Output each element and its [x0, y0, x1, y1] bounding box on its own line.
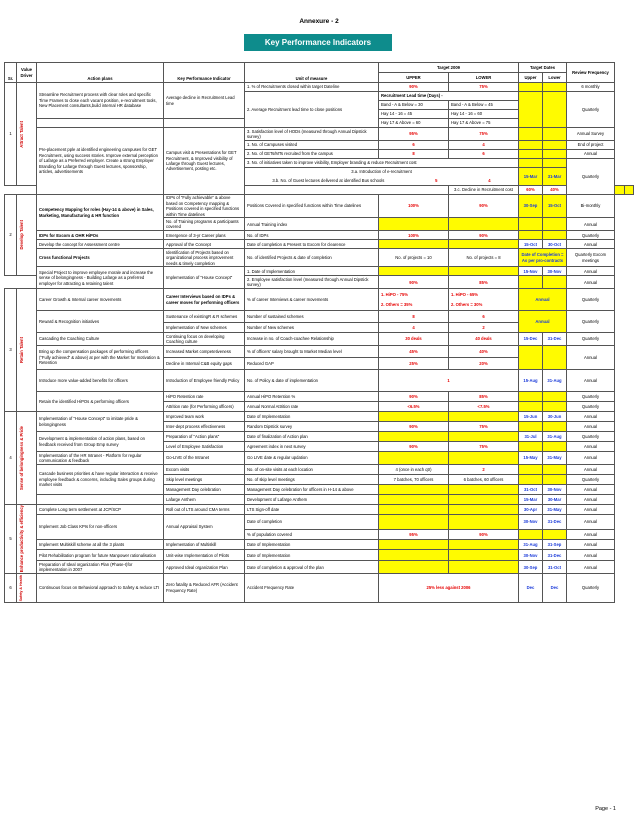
col-action: Action plans	[37, 63, 164, 83]
sr-1: 1	[5, 83, 17, 186]
table-row: 3.a. Introduction of e-recruitment 3.b. No. of Guest lectures delivered at identified Bus schools 5 4 15-Mar 31-Mar	[5, 167, 634, 185]
table-row: Pilot Rehabilitation program for future Manpower rationalisation Unit-wise Implementation of Pilots Date of Implementation 30-Nov 31-Dec Annual	[5, 550, 634, 561]
table-row: Reward & Recognition initiatives Sustenance of existingR & R schemes Number of sustained schemes 8 6 Annual Quarterly	[5, 311, 634, 323]
table-row: Cascading the Coaching Culture Continuing focus on developing Coaching culture Increase in no. of Coach-coachee Relationship 30 deals 40 deals 15-Dec 31-Dec Quarterly	[5, 333, 634, 346]
table-row: Decline in Internal C&B equity gaps Reduced GAP 25% 20%	[5, 358, 634, 370]
page-number: Page - 1	[595, 806, 616, 812]
table-row: % of population covered 95% 90% Annual	[5, 530, 634, 540]
table-row: 1 Attract Talent Streamline Recruitment process with clear roles and specific Time Frames to close each vacant position, e-recruitment tools, New Placement consultants,build internal HR database Average decline in Recruitment Lead time 1. % of Recruitments closed within target Dateline 90% 75% 6 monthly	[5, 83, 634, 92]
table-row: Hay 17 & Above = 60 Hay 17 & Above = 75	[5, 119, 634, 128]
table-row: Introduce more value-added benefits for officers Introduction of Employee friendly Policy No. of Policy & date of implementation 1 15-Aug 31-Aug Annual	[5, 370, 634, 392]
table-row: Cross functional Projects Identification of Projects based on organizational process improvement needs & timely completion No. of identified Projects & date of completion No. of projects = 10 No. of projects = 8 Date of Completion = As per pro-contracts Quarterly Excom meetings	[5, 249, 634, 267]
driver-productivity: Enhance productivity & efficiency	[17, 504, 37, 573]
table-row: 3. No. of initiatives taken to improve visibility, Employer branding & reduce Recruitment cost Quarterly	[5, 158, 634, 167]
table-row: Implementation of New schemes Number of New schemes 4 2	[5, 323, 634, 333]
annexure-label: Annexure - 2	[299, 18, 339, 25]
table-row: Level of Employee Satisfaction Agreement index in next survey 90% 75% Annual	[5, 442, 634, 452]
col-lower-date: Lower	[543, 73, 567, 83]
table-row: Cascade business priorities & have regular interaction & receive employee feedback & concerns, including Sales groups during market visits Excom visits No. of on-site visits at each location 4 (once in each qtr) 2 Annual	[5, 464, 634, 474]
table-row: 3.c. Decline in Recruitment cost 60% 40%	[5, 185, 634, 194]
kpi-table	[4, 62, 634, 603]
table-row: 3 Retain Talent Career Growth & Internal career movements Career Interviews based on IDPs & career moves for performing officers % of career Interviews & career movements 1. HiPO - 75% 2. Others = 35% 1. HiPO - 65% 2. Others = 30% Annual Quarterly	[5, 289, 634, 311]
table-row: Lafarge Anthem Development of Lafarge Anthem 15-Mar 30-Mar Annual	[5, 494, 634, 504]
table-row: 1. No. of Campuses visited 6 4 End of project	[5, 140, 634, 149]
table-row: 5 Enhance productivity & efficiency Complete Long term settlement at JCP/SCP Roll out of LTS around CMA terms LTS Sign-off date 30-Apr 31-May Annual	[5, 504, 634, 514]
table-row: 2. Employee satisfaction level (measured through Annual Dipstick survey) 90% 85% Annual	[5, 276, 634, 289]
table-row: Pre-placement pple at identified engineering campuses for GET Recruitment, using success stories. Improve external perception of Lafarge as a Preferred employer. Create a strong Employer Branding for Lafarge through Guest lectures, sponsorship, articles, advertisements Campus visit & Presentations for GET Recruitment, & Improved visibility of Lafarge through Guest lectures, Advertisement, posting etc. 3. Satisfaction level of HODs (measured through Annual Dipstick survey) 95% 75% Annual Survey	[5, 128, 634, 141]
col-target-dates: Target Dates	[519, 63, 567, 73]
table-row: 2 Develop Talent Competency Mapping for roles (Hay-14 & above) in Sales, Marketing, Manufacturing & HR function IDPs of "Fully achievable" & above based on Competency mapping & Positions covered in specified functions within Time datelines Positions Covered in specified functions within Time datelines 100% 90% 30-Sep 15-Oct Bi-monthly	[5, 194, 634, 218]
col-driver: Value Driver	[17, 63, 37, 83]
table-row: Implement Multiskill scheme at all the 3 plants Implementation of Multiskill Date of Implementation 31-Aug 31-Sep Annual	[5, 540, 634, 550]
col-review: Review Frequency	[567, 63, 615, 83]
table-row: Implementation of the HR Intranet - Platform for regular communication & feedback Go-LIVE of the Intranet Go LIVE date & regular updation 15-May 31-May Annual	[5, 452, 634, 465]
col-upper: UPPER	[379, 73, 449, 83]
table-row: 4 Sense of belongingness & Pride Implementation of "House Concept" to imitate pride & belongingness Improved team work Date of Implementation 15-Jun 30-Jun Annual	[5, 412, 634, 422]
table-row: No. of Training programs & participants covered Annual Training index Annual	[5, 218, 634, 231]
kpi-cell: Average decline in Recruitment Lead time	[164, 83, 245, 119]
table-row: Special Project to improve employee morale and increase the sense of belongingness - Building Lafarge as a preferred employer for attracting & retaining talent Implementation of "House Concept" 1. Date of Implementation 15-Nov 30-Nov Annual	[5, 267, 634, 276]
table-row: IDPs for Excom & OHR HiPOs Emergence of 3-yr Career plans No. of IDPs 100% 90% Quarterly	[5, 231, 634, 240]
driver-retain: Retain Talent	[17, 289, 37, 412]
table-row: 2. No. of GETs/MTs recruited from the campus 8 6 Annual	[5, 149, 634, 158]
table-row: Implement Job Class KPIs for non-officers Annual Appraisal System Date of completion 30-Nov 31-Dec Annual	[5, 514, 634, 529]
table-row: Retain the identified HiPOs & performing officers HiPO Retention rate Annual HiPO Retention % 90% 85% Quarterly	[5, 392, 634, 402]
col-upper-date: Upper	[519, 73, 543, 83]
page-title: Key Performance Indicators	[244, 34, 392, 51]
table-row: Development & implementation of action plans, based on feedback received from Group Emp survey Preparation of "Action plans" Date of finalization of Action plan 31-Jul 31-Aug Quarterly	[5, 432, 634, 442]
col-sr: Sr.	[5, 63, 17, 83]
table-row: Bring up the compensation packages of performing officers ("Fully achieved" & above) at per with the Market for motivation & Retention Increased Market competetiveness % of officers' salary brought to Market Median level 45% 40% Annual	[5, 346, 634, 358]
col-target: Target 2009	[379, 63, 519, 73]
driver-belonging: Sense of belongingness & Pride	[17, 412, 37, 505]
header-row-1	[5, 63, 634, 73]
table-row: 2. Average Recruitment lead time to close positions Recruitment Lead time (Days) - Quarterly	[5, 92, 634, 101]
col-unit: Unit of measure	[245, 63, 379, 83]
table-row: Preparation of Ideal organization Plan (Phase-I)for implementation in 2007 Approved Ideal organization Plan Date of completion & approval of the plan 30-Sep 31-Oct Annual	[5, 561, 634, 574]
table-row: Hay 14 - 16 = 45 Hay 14 - 16 = 60	[5, 110, 634, 119]
table-row: Inter-dept process effectiveness Random Dipstick survey 90% 75% Annual	[5, 422, 634, 432]
driver-safety: Safety & Health	[17, 574, 37, 602]
driver-attract: Attract Talent	[17, 83, 37, 186]
driver-develop: Develop Talent	[17, 194, 37, 276]
action-cell: Streamline Recruitment process with clear roles and specific Time Frames to close each vacant position, e-recruitment tools, New Placement consultants,build internal HR database	[37, 83, 164, 119]
table-row: Band - A & Below = 30 Band - A & Below = 45	[5, 101, 634, 110]
table-row: Develop the concept for Assessment centre Approval of the Concept Date of completion & Present to Excom for clearence 15-Oct 30-Oct Annual	[5, 240, 634, 249]
col-kpi: Key Performance Indicator	[164, 63, 245, 83]
table-row: Attrition rate (for Performing officers) Annual Normal Attrition rate <6.5% <7.5% Quarterly	[5, 402, 634, 412]
table-row: Skip level meetings No. of skip level meetings 7 batches, 70 officers 6 batches, 60 officers Quarterly	[5, 474, 634, 484]
col-lower: LOWER	[449, 73, 519, 83]
table-row: Management Day celebration Management Day celebration for officers in H-14 & above 31-Oct 30-Nov Annual	[5, 484, 634, 494]
table-row: 6 Safety & Health Continuous focus on Behavioral approach to Safety & reduce LTI Zero fatality & Reduced AFR (Accident Frequency Rate) Accident Frequency Rate 25% less against 2006 Dec Dec Quarterly	[5, 574, 634, 602]
